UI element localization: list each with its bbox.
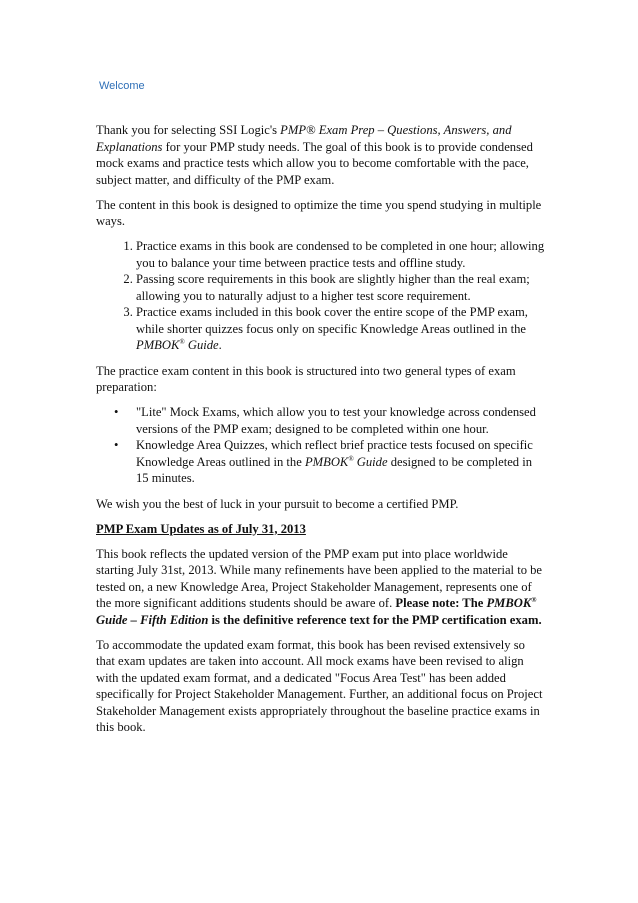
bullet-item-text: "Lite" Mock Exams, which allow you to test your knowledge across condensed versions of the PMP exam; designed to be completed within one hour.: [136, 405, 536, 436]
guide-text: Guide: [353, 454, 388, 469]
pmbok-ref: [136, 338, 219, 352]
designed-paragraph: The content in this book is designed to optimize the time you spend studying in multiple ways.: [96, 197, 542, 228]
pmbok-text: PMBOK: [136, 338, 180, 352]
registered-mark: ®: [348, 454, 354, 463]
pmbok-text: PMBOK: [304, 454, 349, 469]
luck-paragraph: We wish you the best of luck in your pursuit to become a certified PMP.: [96, 496, 459, 511]
book-title: PMP® Exam Prep – Questions, Answers, and Explanations: [96, 123, 512, 154]
pmbok-ref: [305, 455, 388, 469]
numbered-list: [96, 238, 546, 354]
registered-mark: ®: [531, 596, 537, 604]
welcome-heading: Welcome: [99, 80, 145, 92]
bullet-item-tail: designed to be completed in 15 minutes.: [136, 454, 533, 485]
bullet-item-text: Knowledge Area Quizzes, which reflect brief practice tests focused on specific Knowledge Areas outlined in the: [136, 438, 533, 469]
intro-paragraph: [96, 122, 546, 188]
numbered-item-text: Passing score requirements in this book are slightly higher than the real exam; allowing you to naturally adjust to a higher test score requirement.: [136, 272, 530, 303]
pmbok-text: PMBOK: [486, 596, 532, 610]
bullet-item: [136, 404, 546, 437]
bullet-list: [96, 404, 546, 487]
numbered-item: [136, 271, 546, 304]
guide-text: Guide: [184, 338, 219, 352]
numbered-item-tail: .: [218, 338, 222, 352]
numbered-item-text: Practice exams in this book are condensed to be completed in one hour; allowing you to balance your time between practice tests and offline study.: [136, 239, 545, 270]
numbered-item-text: Practice exams included in this book cover the entire scope of the PMP exam, while shorter quizzes focus only on specific Knowledge Areas outlined in the: [136, 305, 528, 336]
note-label: Please note: The: [395, 596, 487, 610]
registered-mark: ®: [179, 338, 185, 346]
bullet-item: [136, 437, 546, 487]
numbered-item: [136, 304, 546, 354]
structured-paragraph: The practice exam content in this book is structured into two general types of exam preparation:: [96, 363, 516, 394]
updates-text: This book reflects the updated version of the PMP exam put into place worldwide starting July 31st, 2013. While many refinements have been applied to the material to be tested on, a new Knowledge Area, Project Stakeholder Management, represents one of the more significant additions students should be aware of.: [96, 546, 543, 610]
updates-paragraph-1: [96, 546, 546, 629]
updates-section-title: PMP Exam Updates as of July 31, 2013: [96, 521, 306, 536]
guide-text: Guide – Fifth Edition: [96, 612, 209, 627]
updates-paragraph-2: To accommodate the updated exam format, this book has been revised extensively so that exam updates are taken into account. All mock exams have been revised to align with the updated exam format, and a dedicated "Focus Area Test" has been added specifically for Project Stakeholder Management. Further, an additional focus on Project Stakeholder Management exists appropriately throughout the baseline practice exams in this book.: [96, 637, 543, 734]
document-body: [96, 122, 546, 744]
intro-text-1: Thank you for selecting SSI Logic's: [96, 123, 281, 137]
intro-text-2: for your PMP study needs. The goal of this book is to provide condensed mock exams and practice tests which allow you to become comfortable with the pace, subject matter, and difficulty of the PMP exam.: [96, 139, 533, 187]
note-end: is the definitive reference text for the PMP certification exam.: [208, 612, 542, 627]
numbered-item: [136, 238, 546, 271]
